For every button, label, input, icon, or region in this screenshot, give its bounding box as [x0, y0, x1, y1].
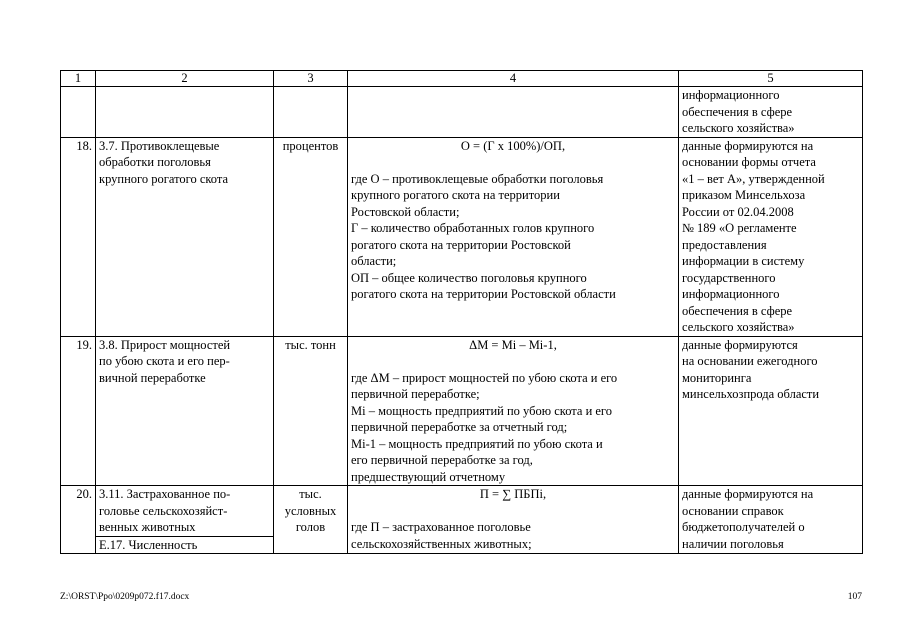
table-row	[61, 336, 863, 486]
unit-cell: процентов	[274, 137, 348, 336]
formula-cell: П = ∑ ПБПi, где П – застрахованное поголовье сельскохозяйственных животных;	[348, 486, 679, 554]
source-cell: информационного обеспечения в сфере сельского хозяйства»	[679, 87, 863, 138]
formula: О = (Г х 100%)/ОП,	[460, 138, 566, 153]
header-col-4: 4	[348, 71, 679, 87]
indicators-table	[60, 70, 863, 554]
unit-cell: тыс. тонн	[274, 336, 348, 486]
header-row	[61, 71, 863, 87]
sub-indicator: Е.17. Численность	[96, 536, 273, 554]
row-number: 20.	[61, 486, 96, 554]
header-col-2: 2	[96, 71, 274, 87]
header-col-1: 1	[61, 71, 96, 87]
header-col-5: 5	[679, 71, 863, 87]
source-cell: данные формируются на основании формы отчета «1 – вет А», утвержденной приказом Минсельхоза России от 02.04.2008 № 189 «О регламенте предоставления информации в систему государственного информационного обеспечения в сфере сельского хозяйства»	[679, 137, 863, 336]
unit-cell: тыс. условных голов	[274, 486, 348, 554]
page-number: 107	[847, 592, 862, 602]
row-number: 18.	[61, 137, 96, 336]
indicator-cell: 3.11. Застрахованное по- головье сельскохозяйст- венных животных Е.17. Численность	[96, 486, 274, 554]
formula-cell: О = (Г х 100%)/ОП, где О – противоклещевые обработки поголовья крупного рогатого скота на территории Ростовской области; Г – количество обработанных голов крупного рогатого скота на территории Ростовской области; ОП – общее количество поголовья крупного рогатого скота на территории Ростовской области	[348, 137, 679, 336]
row-number: 19.	[61, 336, 96, 486]
formula-cell: ΔМ = Мi – Мi-1, где ΔМ – прирост мощностей по убою скота и его первичной переработке; Мi – мощность предприятий по убою скота и его первичной переработке за отчетный год; Мi-1 – мощность предприятий по убою скота и его первичной переработке за год, предшествующий отчетному	[348, 336, 679, 486]
file-path: Z:\ORST\Ppo\0209p072.f17.docx	[60, 592, 190, 602]
source-cell: данные формируются на основании ежегодного мониторинга минсельхозпрода области	[679, 336, 863, 486]
header-col-3: 3	[274, 71, 348, 87]
table-row	[61, 486, 863, 554]
formula: П = ∑ ПБПi,	[479, 487, 547, 501]
formula: ΔМ = Мi – Мi-1,	[469, 337, 557, 352]
continuation-row	[61, 87, 863, 138]
source-cell: данные формируются на основании справок бюджетополучателей о наличии поголовья	[679, 486, 863, 554]
table-row	[61, 137, 863, 336]
indicator-cell: 3.8. Прирост мощностей по убою скота и его пер- вичной переработке	[96, 336, 274, 486]
indicator-cell: 3.7. Противоклещевые обработки поголовья крупного рогатого скота	[96, 137, 274, 336]
